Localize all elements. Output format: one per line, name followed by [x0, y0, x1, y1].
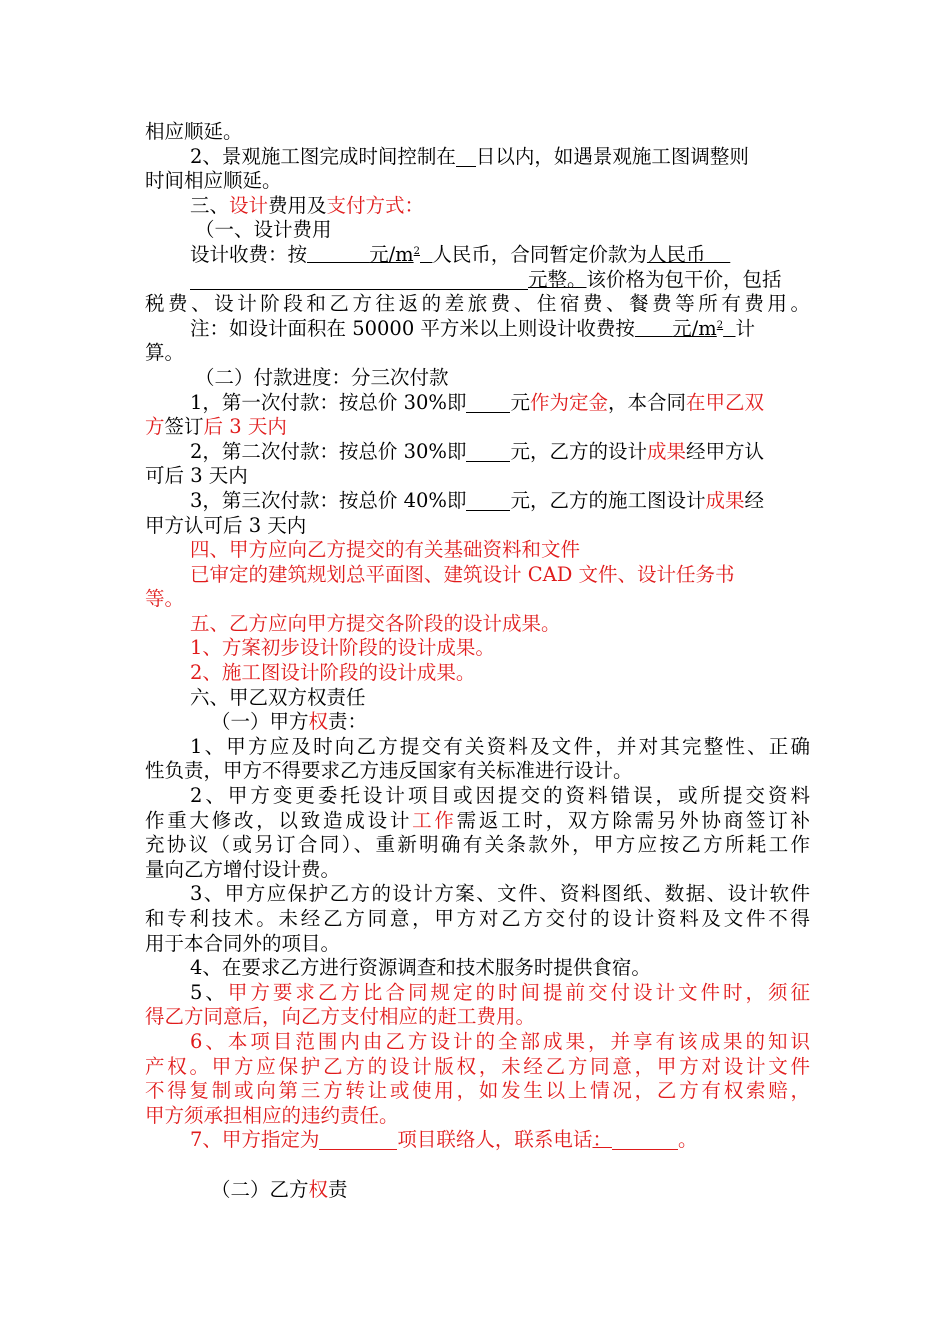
text-line: 时间相应顺延。 [145, 169, 282, 193]
text-line: 作重大修改，以致造成设计工作需返工时，双方除需另外协商签订补 [145, 808, 810, 832]
section-heading: 五、乙方应向甲方提交各阶段的设计成果。 [190, 611, 561, 635]
fill-in-blank [420, 243, 432, 266]
subsection-heading: （二）付款进度：分三次付款 [195, 365, 449, 389]
subsection-heading: （一）甲方权责： [211, 710, 368, 734]
text-line: 算。 [145, 341, 185, 365]
text-line: 3、甲方应保护乙方的设计方案、文件、资料图纸、数据、设计软件 [190, 882, 810, 906]
text-line: 1、甲方应及时向乙方提交有关资料及文件，并对其完整性、正确 [190, 734, 810, 758]
section-heading: 三、设计费用及支付方式： [190, 193, 425, 217]
text-line: 2，第二次付款：按总价 30%即 元，乙方的设计成果经甲方认 [190, 439, 764, 463]
fill-in-blank [705, 243, 730, 266]
text-line: 甲方认可后 3 天内 [145, 513, 307, 537]
text-line: 元整。该价格为包干价，包括 [145, 268, 810, 293]
blank-line [145, 1153, 810, 1178]
subsection-heading: （一、设计费用 [195, 218, 332, 242]
fill-in-blank [190, 270, 528, 290]
fill-in-blank [456, 147, 476, 167]
text-line: 2、甲方变更委托设计项目或因提交的资料错误，或所提交资料 [190, 784, 810, 808]
text-line: 和专利技术。未经乙方同意，甲方对乙方交付的设计资料及文件不得 [145, 907, 810, 930]
contract-page [145, 120, 810, 1202]
text-line: 性负责，甲方不得要求乙方违反国家有关标准进行设计。 [145, 759, 633, 783]
text-line: 3，第三次付款：按总价 40%即 元，乙方的施工图设计成果经 [190, 488, 764, 512]
text-line: 用于本合同外的项目。 [145, 931, 341, 955]
text-line: 设计收费：按 元$/m^2$ 人民币，合同暂定价款为人民币 [145, 243, 810, 268]
text-line: 2、施工图设计阶段的设计成果。 [190, 661, 476, 685]
text-line: 注：如设计面积在 50000 平方米以上则设计收费按 元$/m^2$ 计 [190, 316, 756, 340]
section-heading: 四、甲方应向乙方提交的有关基础资料和文件 [190, 538, 581, 562]
text-line: 不得复制或向第三方转让或使用，如发生以上情况，乙方有权索赔， [145, 1079, 810, 1103]
text-line: 6、本项目范围内由乙方设计的全部成果，并享有该成果的知识 [190, 1029, 810, 1053]
section-heading: 六、甲乙双方权责任 [190, 685, 366, 709]
fill-in-blank [307, 243, 369, 266]
text-line: 税费、设计阶段和乙方往返的差旅费、住宿费、餐费等所有费用。 [145, 292, 810, 316]
fill-in-blank [466, 393, 510, 413]
fill-in-blank [723, 317, 735, 340]
fill-in-blank [319, 1130, 397, 1150]
text-line: 7、甲方指定为 项目联络人，联系电话： 。 [190, 1128, 698, 1152]
text-line: 得乙方同意后，向乙方支付相应的赶工费用。 [145, 1005, 536, 1029]
text-line: 2、景观施工图完成时间控制在 日以内，如遇景观施工图调整则 [190, 144, 749, 168]
text-line: 5、甲方要求乙方比合同规定的时间提前交付设计文件时，须征 [190, 980, 810, 1004]
text-line: 相应顺延。 [145, 120, 243, 143]
text-line: 可后 3 天内 [145, 464, 248, 488]
text-line: 充协议（或另订合同）、重新明确有关条款外，甲方应按乙方所耗工作 [145, 833, 810, 857]
fill-in-blank [466, 491, 510, 511]
text-line: 已审定的建筑规划总平面图、建筑设计 CAD 文件、设计任务书 [190, 562, 735, 586]
fill-in-blank [466, 442, 510, 462]
text-line: 甲方须承担相应的违约责任。 [145, 1103, 399, 1127]
text-line: 1，第一次付款：按总价 30%即 元作为定金，本合同在甲乙双 [190, 390, 765, 414]
text-line: 1、方案初步设计阶段的设计成果。 [190, 636, 495, 660]
text-line: 量向乙方增付设计费。 [145, 857, 341, 881]
text-line: 4、在要求乙方进行资源调查和技术服务时提供食宿。 [190, 956, 651, 980]
fill-in-blank [635, 317, 672, 340]
text-line: 方签订后 3 天内 [145, 415, 287, 439]
subsection-heading: （二）乙方权责 [211, 1177, 348, 1201]
fill-in-blank [612, 1130, 678, 1150]
text-line: 等。 [145, 587, 185, 611]
text-line: 产权。甲方应保护乙方的设计版权，未经乙方同意，甲方对设计文件 [145, 1054, 810, 1078]
